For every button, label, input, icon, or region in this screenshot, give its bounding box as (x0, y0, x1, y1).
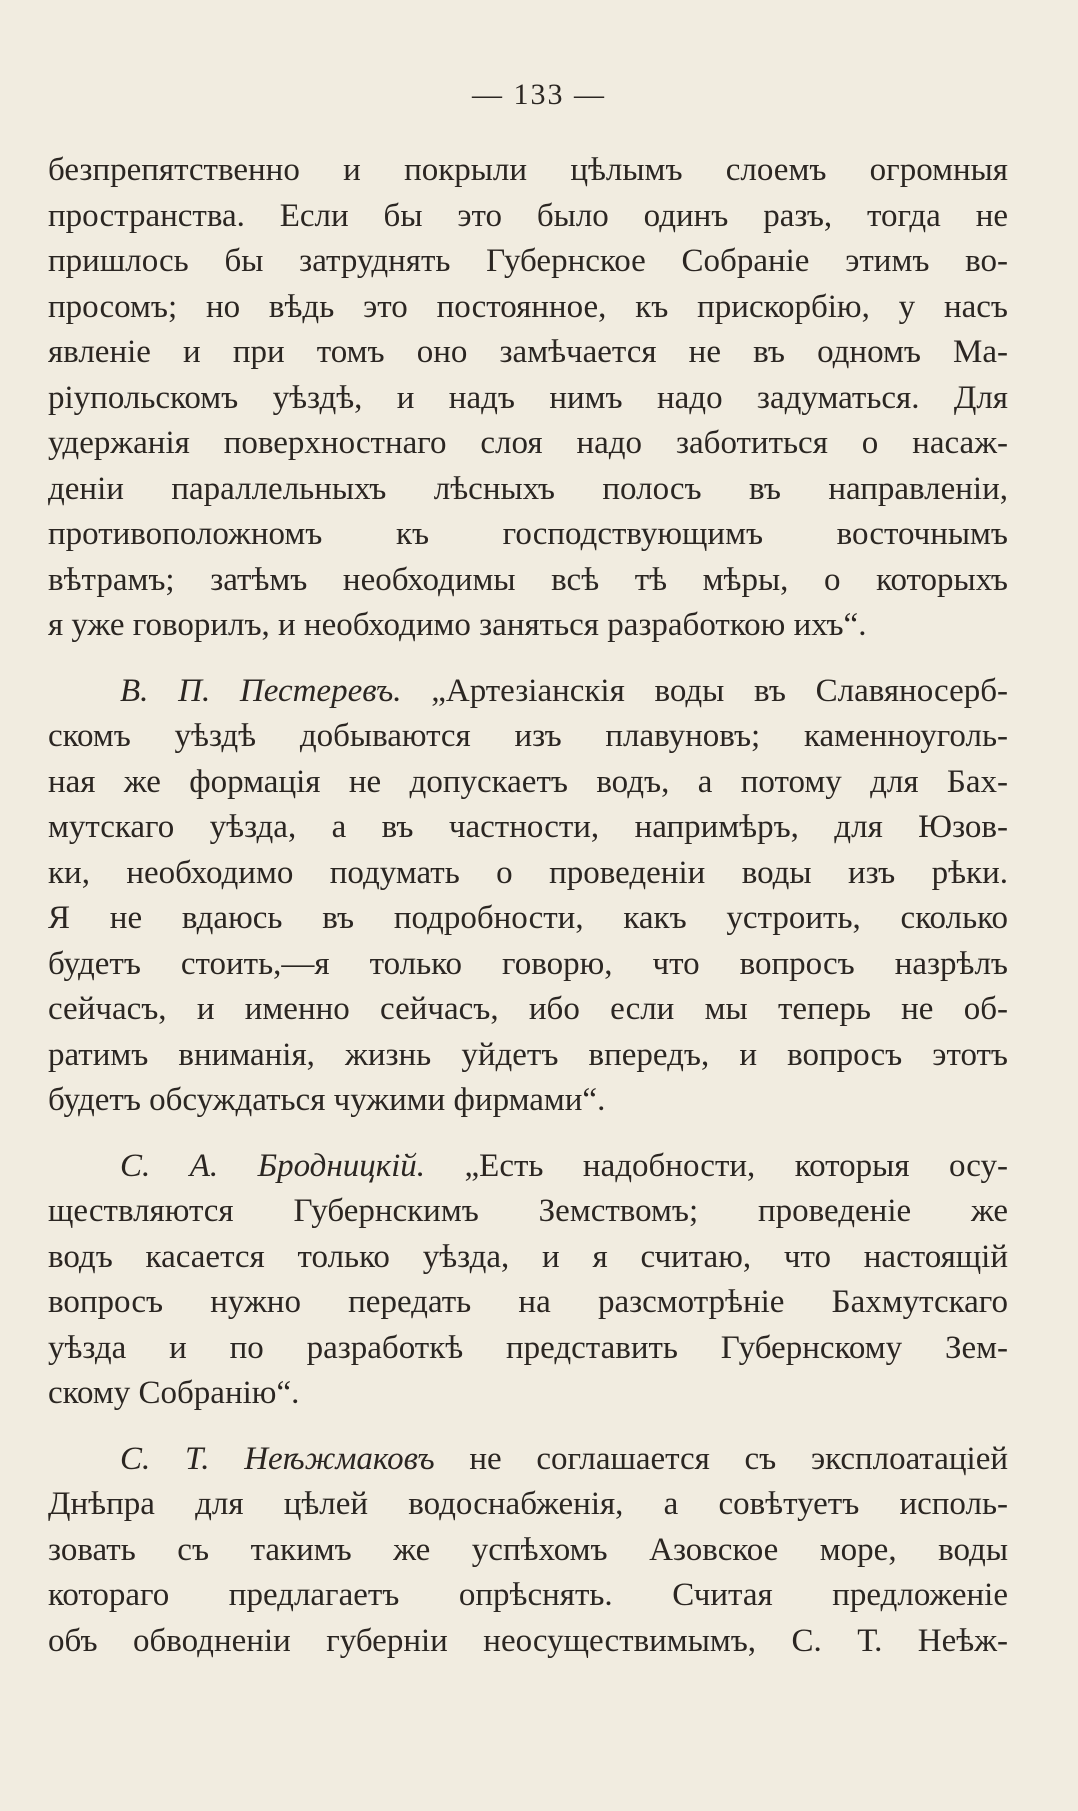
text-line: будетъ стоить,—я только говорю, что вопросъ назрѣлъ (48, 945, 1008, 982)
speaker-name: В. П. Пестеревъ. (120, 672, 402, 709)
paragraph (48, 1437, 1008, 1665)
text-line: уѣзда и по разработкѣ представить Губернскому Зем- (48, 1329, 1008, 1366)
text-line: удержанія поверхностнаго слоя надо заботиться о насаж- (48, 425, 1008, 461)
text-line: зовать съ такимъ же успѣхомъ Азовское море, воды (48, 1531, 1008, 1568)
text-line: противоположномъ къ господствующимъ восточнымъ (48, 516, 1008, 552)
text-line: котораго предлагаетъ опрѣснять. Считая предложеніе (48, 1577, 1008, 1613)
text-line: просомъ; но вѣдь это постоянное, къ прискорбію, у насъ (48, 288, 1008, 325)
text-line: вопросъ нужно передать на разсмотрѣніе Бахмутскаго (48, 1284, 1008, 1320)
text-line: я уже говорилъ, и необходимо заняться разработкою ихъ“. (48, 607, 867, 643)
text-line: мутскаго уѣзда, а въ частности, напримѣръ, для Юзов- (48, 809, 1008, 845)
speech-text: не соглашается съ эксплоатаціей (469, 1440, 1008, 1477)
text-line (48, 1144, 1008, 1190)
speech-text: „Артезіанскія воды въ Славяносерб- (431, 672, 1009, 709)
page-body (48, 148, 1008, 1664)
text-line: пришлось бы затруднять Губернское Собраніе этимъ во- (48, 243, 1008, 279)
paragraph-gap (48, 1124, 1008, 1144)
text-line: ществляются Губернскимъ Земствомъ; проведеніе же (48, 1193, 1008, 1229)
text-line: будетъ обсуждаться чужими фирмами“. (48, 1082, 606, 1118)
text-line: сейчасъ, и именно сейчасъ, ибо если мы теперь не об- (48, 991, 1008, 1027)
speaker-name: С. Т. Неѣжмаковъ (120, 1440, 435, 1477)
text-line: пространства. Если бы это было одинъ разъ, тогда не (48, 197, 1008, 234)
text-line: скомъ уѣздѣ добываются изъ плавуновъ; каменноуголь- (48, 718, 1008, 754)
paragraph (48, 669, 1008, 1124)
paragraph (48, 1144, 1008, 1417)
paragraph (48, 148, 1008, 649)
text-line: ки, необходимо подумать о проведеніи воды изъ рѣки. (48, 854, 1008, 891)
text-line: ратимъ вниманія, жизнь уйдетъ впередъ, и вопросъ этотъ (48, 1036, 1008, 1073)
text-line: скому Собранію“. (48, 1375, 300, 1411)
text-line: деніи параллельныхъ лѣсныхъ полосъ въ направленіи, (48, 470, 1008, 507)
text-line: водъ касается только уѣзда, и я считаю, что настоящій (48, 1238, 1008, 1275)
text-line: ріупольскомъ уѣздѣ, и надъ нимъ надо задуматься. Для (48, 379, 1008, 416)
page-number: — 133 — (472, 78, 606, 111)
text-line: объ обводненіи губерніи неосуществимымъ, С. Т. Неѣж- (48, 1622, 1008, 1659)
paragraph-gap (48, 1417, 1008, 1437)
speech-text: „Есть надобности, которыя осу- (464, 1147, 1008, 1184)
text-line (48, 669, 1008, 715)
text-line: безпрепятственно и покрыли цѣлымъ слоемъ огромныя (48, 152, 1008, 188)
text-line: вѣтрамъ; затѣмъ необходимы всѣ тѣ мѣры, о которыхъ (48, 561, 1008, 598)
text-line: явленіе и при томъ оно замѣчается не въ одномъ Ма- (48, 334, 1008, 370)
paragraph-gap (48, 649, 1008, 669)
text-line: Днѣпра для цѣлей водоснабженія, а совѣтуетъ исполь- (48, 1486, 1008, 1522)
text-line: ная же формація не допускаетъ водъ, а потому для Бах- (48, 763, 1008, 800)
text-line: Я не вдаюсь въ подробности, какъ устроить, сколько (48, 900, 1008, 936)
text-line (48, 1437, 1008, 1483)
speaker-name: С. А. Бродницкій. (120, 1147, 426, 1184)
